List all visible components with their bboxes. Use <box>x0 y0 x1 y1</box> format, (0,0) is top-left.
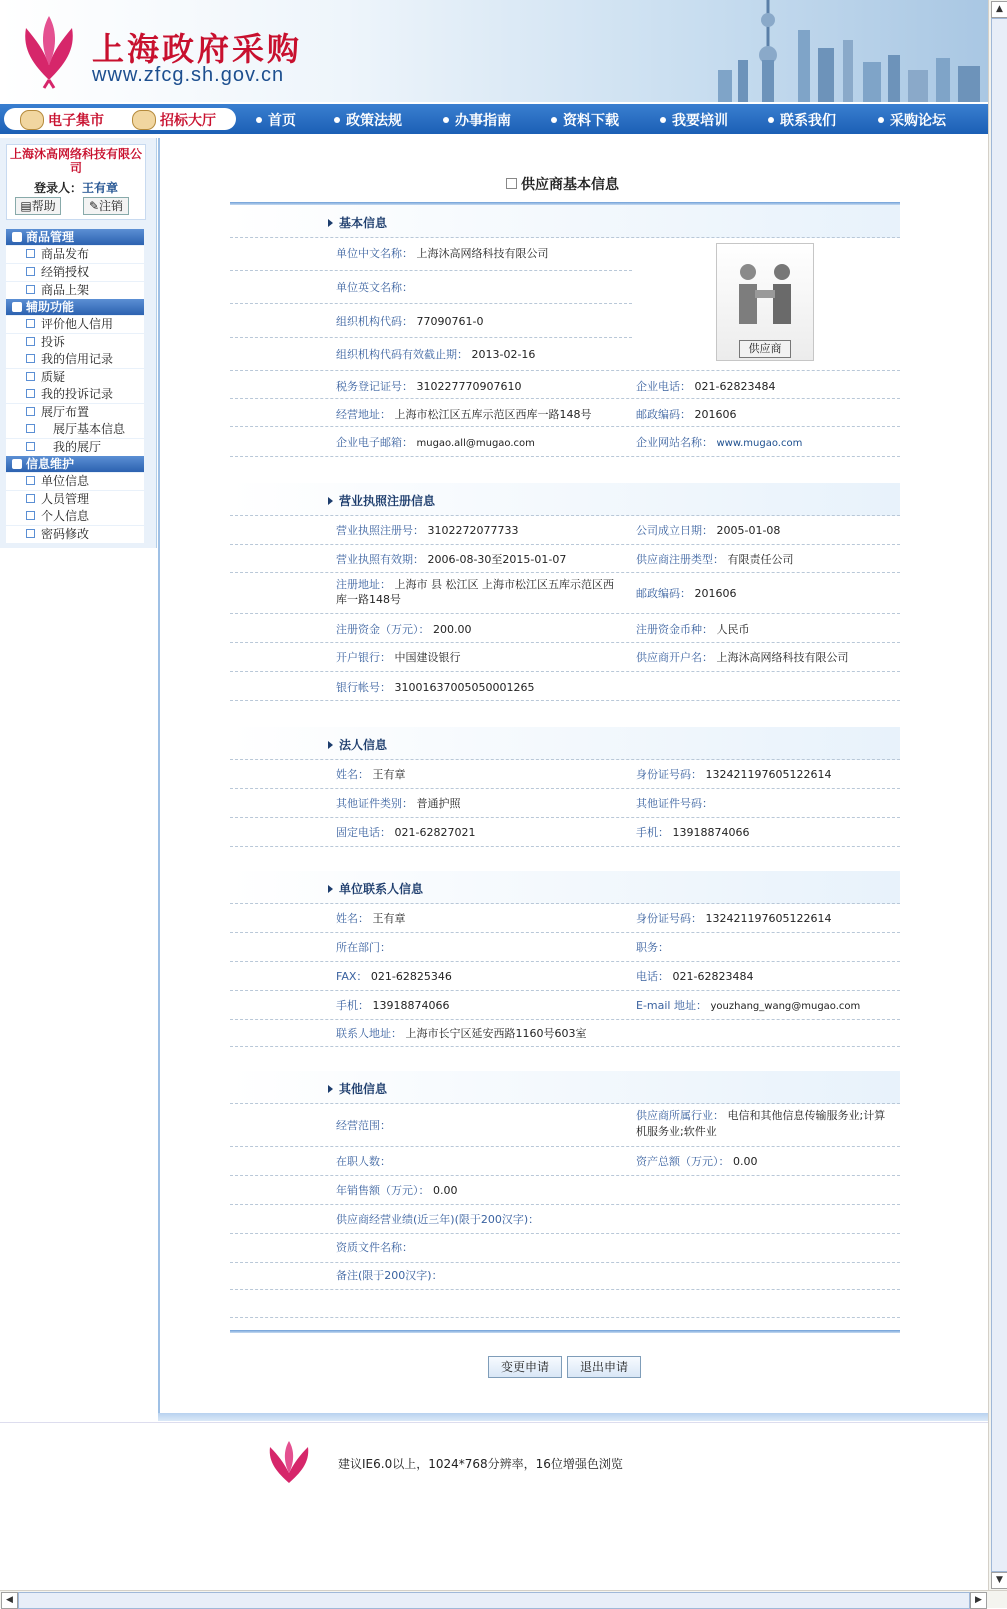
label: 联系人地址： <box>336 1027 402 1040</box>
nav-contact[interactable] <box>768 110 836 130</box>
expand-icon <box>26 285 35 294</box>
label: 供应商注册类型： <box>636 553 724 566</box>
value: 上海市长宁区延安西路1160号603室 <box>405 1027 587 1040</box>
collapse-icon <box>12 232 22 242</box>
expand-icon <box>26 372 35 381</box>
value: 王有章 <box>372 912 406 925</box>
label: 供应商所属行业： <box>636 1109 724 1122</box>
menu-my-complaints[interactable] <box>6 386 144 403</box>
help-button-label: 帮助 <box>31 199 56 213</box>
company-name: 上海沐高网络科技有限公司 <box>9 147 142 175</box>
handshake-icon <box>717 244 813 340</box>
label: 邮政编码： <box>636 408 691 421</box>
nav-bidding-hall[interactable] <box>132 110 216 130</box>
scroll-down-icon[interactable]: ▼ <box>991 1572 1007 1589</box>
label: 身份证号码： <box>636 912 702 925</box>
blank-row <box>230 1290 900 1318</box>
value: 上海沐高网络科技有限公司 <box>416 247 549 260</box>
label: 身份证号码： <box>636 768 702 781</box>
expand-icon <box>26 389 35 398</box>
collapse-icon <box>12 302 22 312</box>
expand-icon <box>26 337 35 346</box>
scroll-up-icon[interactable]: ▲ <box>991 1 1007 18</box>
menu-hall-layout[interactable] <box>6 404 144 421</box>
user-box <box>6 144 146 220</box>
expand-icon <box>26 442 35 451</box>
footer <box>0 1422 988 1573</box>
nav-pill <box>4 108 236 130</box>
value: 上海沐高网络科技有限公司 <box>716 651 849 664</box>
field-staff-assets <box>230 1147 900 1176</box>
value: 31001637005050001265 <box>394 681 535 694</box>
site-url: www.zfcg.sh.gov.cn <box>92 64 285 86</box>
nav-guide-label: 办事指南 <box>455 113 511 129</box>
label: 开户银行： <box>336 651 391 664</box>
logout-button-label: 注销 <box>99 199 124 213</box>
nav-policy[interactable] <box>334 110 402 130</box>
horizontal-scroll-thumb[interactable] <box>18 1592 970 1609</box>
section-title: 法人信息 <box>328 736 387 753</box>
label: 注册资金（万元）： <box>336 623 430 636</box>
expand-icon <box>26 511 35 520</box>
section-title: 其他信息 <box>328 1080 387 1097</box>
menu-challenge[interactable] <box>6 369 144 386</box>
expand-icon <box>26 494 35 503</box>
field-legal-name-id <box>230 760 900 789</box>
nav-electronic-market[interactable] <box>20 110 104 130</box>
menu-complaint[interactable] <box>6 334 144 351</box>
label: 单位中文名称： <box>336 247 413 260</box>
group-title: 信息维护 <box>26 457 75 471</box>
field-validity-type <box>230 545 900 573</box>
bullet-icon <box>660 117 666 123</box>
logout-button[interactable] <box>83 197 129 215</box>
bullet-icon <box>551 117 557 123</box>
supplier-photo <box>716 243 814 361</box>
logout-icon: ✎ <box>88 199 100 213</box>
magnolia-logo-icon <box>14 10 84 90</box>
value: 上海市松江区五库示范区西库一路148号 <box>394 408 592 421</box>
field-cn-name <box>230 238 632 271</box>
value: 77090761-0 <box>416 315 484 328</box>
menu-my-hall[interactable] <box>6 439 144 456</box>
nav-policy-label: 政策法规 <box>346 113 402 129</box>
field-contact-name-id <box>230 904 900 933</box>
value: 中国建设银行 <box>394 651 461 664</box>
value: 021-62825346 <box>370 970 452 983</box>
label: 固定电话： <box>336 826 391 839</box>
menu-dealer-auth[interactable] <box>6 264 144 281</box>
field-contact-mobile-email <box>230 991 900 1020</box>
value: 2013-02-16 <box>471 348 536 361</box>
login-info <box>7 179 145 196</box>
section-basic <box>230 205 900 238</box>
section-title: 营业执照注册信息 <box>328 492 435 509</box>
label: 税务登记证号： <box>336 380 413 393</box>
label: 所在部门： <box>336 941 391 954</box>
bullet-icon <box>256 117 262 123</box>
nav-contact-label: 联系我们 <box>780 113 836 129</box>
value: 普通护照 <box>416 797 461 810</box>
expand-icon <box>26 529 35 538</box>
scroll-left-icon[interactable]: ◀ <box>1 1592 18 1609</box>
value: 132421197605122614 <box>705 768 832 781</box>
expand-icon <box>26 407 35 416</box>
label: 邮政编码： <box>636 587 691 600</box>
skyline-image <box>658 0 988 102</box>
bullet-icon <box>334 117 340 123</box>
value: 021-62823484 <box>694 380 776 393</box>
label: 年销售额（万元）： <box>336 1184 430 1197</box>
label: FAX： <box>336 970 368 983</box>
nav-forum-label: 采购论坛 <box>890 113 946 129</box>
menu-label: 商品发布 <box>41 247 90 261</box>
help-button[interactable] <box>15 197 61 215</box>
label: 手机： <box>336 999 369 1012</box>
bullet-icon <box>878 117 884 123</box>
value: 201606 <box>694 408 737 421</box>
field-org-code <box>230 304 632 338</box>
value: 有限责任公司 <box>727 553 794 566</box>
field-contact-address <box>230 1020 900 1047</box>
menu-goods-publish[interactable] <box>6 246 144 263</box>
magnolia-logo-icon <box>262 1439 316 1487</box>
horizontal-scrollbar[interactable] <box>0 1590 1007 1608</box>
menu-label: 我的信用记录 <box>41 352 114 366</box>
field-en-name <box>230 271 632 304</box>
field-remark <box>230 1263 900 1290</box>
label: 组织机构代码有效截止期： <box>336 348 468 361</box>
page-title-text: 供应商基本信息 <box>521 177 619 193</box>
label: 企业电子邮箱： <box>336 436 413 449</box>
section-other <box>230 1071 900 1104</box>
label: 企业网站名称： <box>636 436 713 449</box>
label: 注册地址： <box>336 578 391 591</box>
menu-hall-basic[interactable] <box>6 421 144 438</box>
field-contact-fax-tel <box>230 962 900 991</box>
label: 经营范围： <box>336 1119 391 1132</box>
expand-icon <box>26 424 35 433</box>
label: 企业电话： <box>636 380 691 393</box>
supplier-photo-button[interactable]: 供应商 <box>739 340 791 358</box>
label: 营业执照注册号： <box>336 524 424 537</box>
group-info-maintenance[interactable] <box>6 456 144 472</box>
label: 资质文件名称： <box>336 1241 413 1254</box>
nav-home[interactable] <box>256 110 296 130</box>
label: 经营地址： <box>336 408 391 421</box>
expand-icon <box>26 354 35 363</box>
value: 王有章 <box>372 768 406 781</box>
login-user: 王有章 <box>82 181 119 195</box>
expand-icon <box>26 319 35 328</box>
label: 供应商开户名： <box>636 651 713 664</box>
value: 021-62827021 <box>394 826 476 839</box>
expand-icon <box>26 267 35 276</box>
vertical-scroll-thumb[interactable] <box>991 18 1007 1572</box>
menu-label: 我的投诉记录 <box>41 387 114 401</box>
label: 其他证件号码： <box>636 797 713 810</box>
field-regaddr-zip <box>230 573 900 614</box>
site-title: 上海政府采购 <box>92 30 303 68</box>
value: 200.00 <box>433 623 472 636</box>
site-header <box>0 0 988 102</box>
nav-forum[interactable] <box>878 110 946 130</box>
value: 13918874066 <box>372 999 450 1012</box>
label: 其他证件类别： <box>336 797 413 810</box>
field-scope-industry <box>230 1104 900 1147</box>
nav-guide[interactable] <box>443 110 511 130</box>
bullet-icon <box>443 117 449 123</box>
label: 姓名： <box>336 768 369 781</box>
main-nav <box>0 104 988 134</box>
nav-bidding-hall-label: 招标大厅 <box>160 113 216 129</box>
value: 2006-08-30至2015-01-07 <box>427 553 567 566</box>
menu-label: 评价他人信用 <box>41 317 114 331</box>
value: 0.00 <box>733 1155 758 1168</box>
hall-icon <box>132 110 156 130</box>
value: 3102272077733 <box>427 524 519 537</box>
value: 201606 <box>694 587 737 600</box>
value: 2005-01-08 <box>716 524 781 537</box>
label: 注册资金币种： <box>636 623 713 636</box>
value: 132421197605122614 <box>705 912 832 925</box>
field-account <box>230 672 900 701</box>
menu-label: 投诉 <box>41 335 66 349</box>
group-title: 辅助功能 <box>26 300 75 314</box>
sidebar <box>0 138 157 548</box>
menu-label: 我的展厅 <box>53 440 102 454</box>
value: 310227770907610 <box>416 380 522 393</box>
field-legal-phones <box>230 818 900 847</box>
login-label: 登录人： <box>33 181 82 195</box>
field-docs <box>230 1234 900 1263</box>
bottom-rule <box>230 1330 900 1333</box>
section-title: 基本信息 <box>328 214 387 231</box>
scroll-right-icon[interactable]: ▶ <box>970 1592 987 1609</box>
help-icon: ▤ <box>20 199 32 213</box>
field-email-website <box>230 427 900 457</box>
section-contact <box>230 871 900 904</box>
website-link[interactable]: www.mugao.com <box>716 438 803 449</box>
value: mugao.all@mugao.com <box>416 438 535 449</box>
label: 手机： <box>636 826 669 839</box>
group-goods-management[interactable] <box>6 229 144 245</box>
label: 供应商经营业绩(近三年)(限于200汉字)： <box>336 1213 540 1226</box>
value: 0.00 <box>433 1184 458 1197</box>
menu-label: 人员管理 <box>41 492 90 506</box>
label: 资产总额（万元）： <box>636 1155 730 1168</box>
collapse-icon <box>12 459 22 469</box>
label: E-mail 地址： <box>636 999 707 1012</box>
change-request-button[interactable]: 变更申请 <box>488 1356 562 1378</box>
menu-label: 经销授权 <box>41 265 90 279</box>
bullet-icon <box>768 117 774 123</box>
label: 在职人数： <box>336 1155 391 1168</box>
section-legal <box>230 727 900 760</box>
menu-label: 展厅基本信息 <box>53 422 126 436</box>
value: youzhang_wang@mugao.com <box>710 1001 861 1012</box>
menu-label: 单位信息 <box>41 474 90 488</box>
field-legal-other-id <box>230 789 900 818</box>
menu-label: 展厅布置 <box>41 405 90 419</box>
label: 备注(限于200汉字)： <box>336 1269 443 1282</box>
field-performance <box>230 1205 900 1234</box>
vertical-scrollbar[interactable] <box>988 0 1007 1590</box>
menu-my-credit[interactable] <box>6 351 144 368</box>
group-title: 商品管理 <box>26 230 75 244</box>
nav-training[interactable] <box>660 110 728 130</box>
section-license <box>230 483 900 516</box>
label: 营业执照有效期： <box>336 553 424 566</box>
menu-label: 商品上架 <box>41 283 90 297</box>
label: 电话： <box>636 970 669 983</box>
menu-rate-credit[interactable] <box>6 316 144 333</box>
menu-personal-info[interactable] <box>6 508 144 525</box>
section-title: 单位联系人信息 <box>328 880 423 897</box>
expand-icon <box>26 249 35 258</box>
title-box-icon <box>506 178 517 189</box>
field-tax-phone <box>230 371 900 399</box>
label: 姓名： <box>336 912 369 925</box>
exit-request-button[interactable]: 退出申请 <box>567 1356 641 1378</box>
nav-home-label: 首页 <box>268 113 296 129</box>
group-auxiliary[interactable] <box>6 299 144 315</box>
field-regno-founded <box>230 516 900 545</box>
menu-goods-shelf[interactable] <box>6 282 144 299</box>
field-address-zip <box>230 399 900 427</box>
label: 组织机构代码： <box>336 315 413 328</box>
nav-electronic-market-label: 电子集市 <box>48 113 104 129</box>
value: 13918874066 <box>672 826 750 839</box>
value: 021-62823484 <box>672 970 754 983</box>
label: 银行帐号： <box>336 681 391 694</box>
nav-downloads[interactable] <box>551 110 619 130</box>
footer-browser-hint: 建议IE6.0以上，1024*768分辨率，16位增强色浏览 <box>338 1457 623 1471</box>
menu-label: 密码修改 <box>41 527 90 541</box>
label: 单位英文名称： <box>336 281 413 294</box>
field-sales <box>230 1176 900 1205</box>
label: 公司成立日期： <box>636 524 713 537</box>
menu-password-change[interactable] <box>6 526 144 543</box>
value: 电信和其他信息传输服务业;计算机服务业;软件业 <box>636 1109 886 1138</box>
value: 上海市 县 松江区 上海市松江区五库示范区西库一路148号 <box>336 578 614 606</box>
field-contact-dept-job <box>230 933 900 962</box>
nav-training-label: 我要培训 <box>672 113 728 129</box>
field-bank-accountname <box>230 643 900 672</box>
menu-staff-management[interactable] <box>6 491 144 508</box>
expand-icon <box>26 476 35 485</box>
label: 职务： <box>636 941 669 954</box>
page-title <box>506 174 619 194</box>
menu-label: 质疑 <box>41 370 66 384</box>
menu-label: 个人信息 <box>41 509 90 523</box>
value: 人民币 <box>716 623 750 636</box>
nav-downloads-label: 资料下载 <box>563 113 619 129</box>
market-icon <box>20 110 44 130</box>
field-capital-currency <box>230 614 900 643</box>
content-frame-bottom <box>158 1413 988 1421</box>
menu-unit-info[interactable] <box>6 473 144 490</box>
